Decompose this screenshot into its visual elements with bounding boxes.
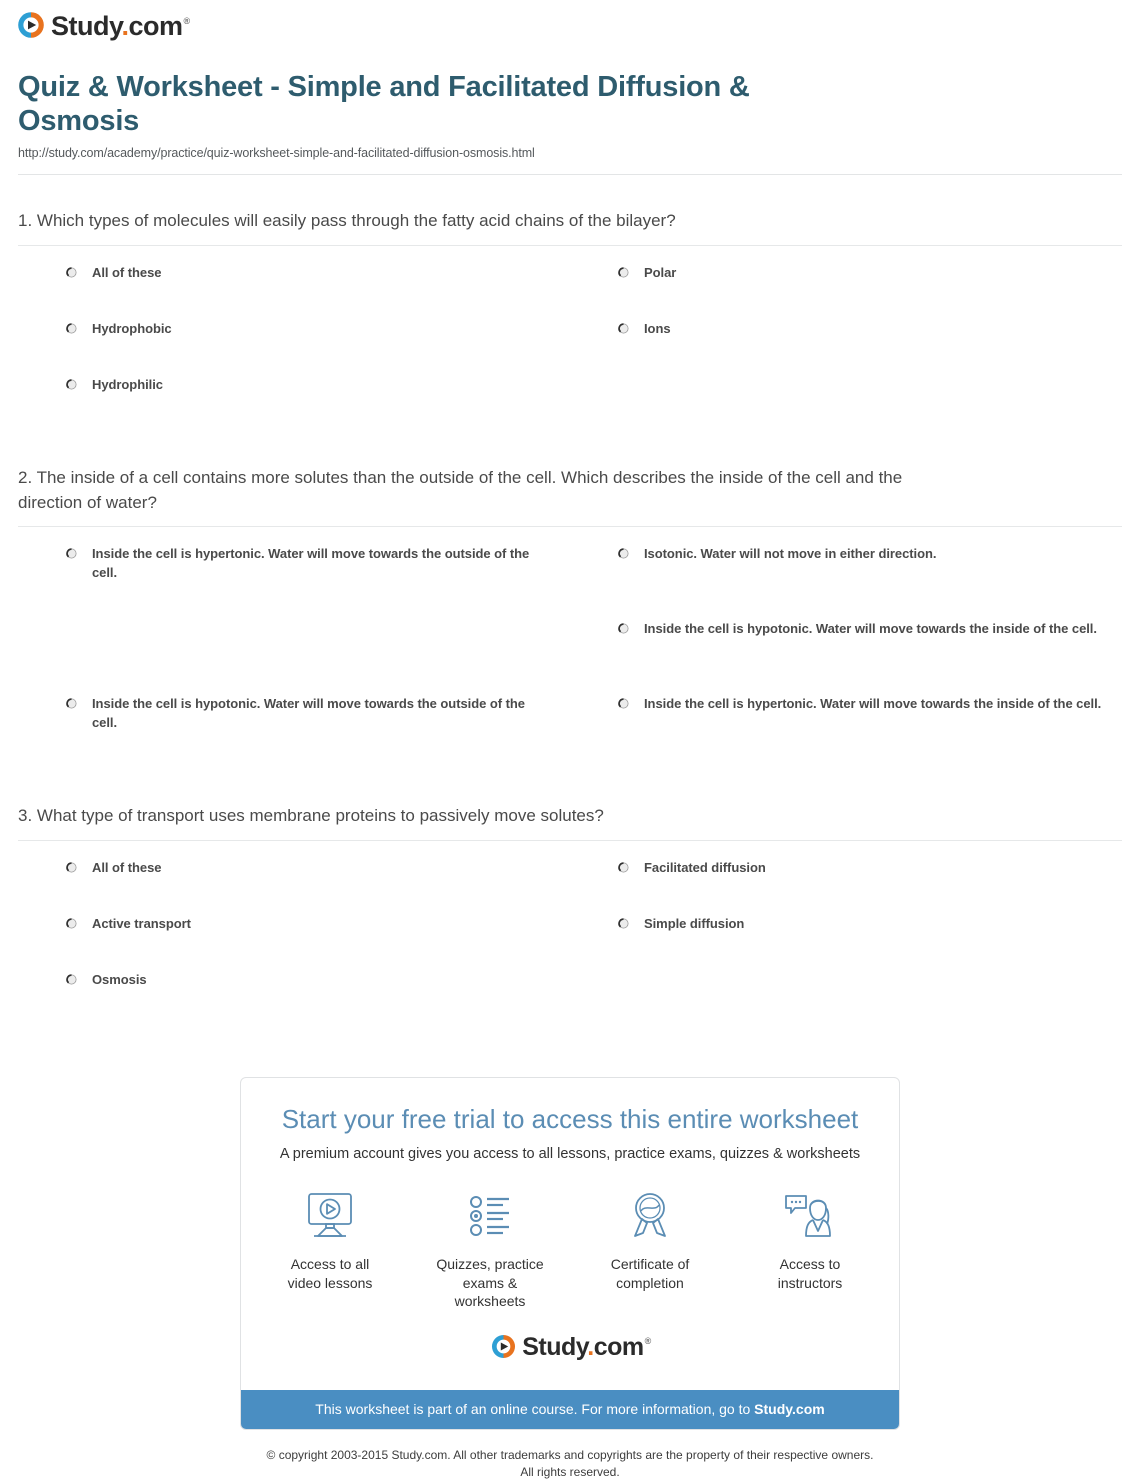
feature-caption-line1: Certificate of [610,1256,690,1273]
answer-option[interactable] [66,376,552,432]
radio-button-icon[interactable] [618,267,629,278]
answers-3 [18,841,1122,1027]
feature-video-lessons [271,1188,389,1310]
award-ribbon-icon [591,1188,709,1244]
answer-label: Inside the cell is hypertonic. Water will move towards the outside of the cell. [92,546,530,581]
feature-caption-line2: exams & worksheets [454,1274,526,1310]
radio-button-icon[interactable] [66,918,77,929]
answer-label: Polar [644,265,677,281]
trademark-symbol: ® [183,15,190,26]
page-title: Quiz & Worksheet - Simple and Facilitated Diffusion & Osmosis [18,71,750,138]
radio-button-icon[interactable] [618,918,629,929]
feature-instructors [751,1188,869,1310]
study-com-logo[interactable] [16,10,189,40]
answers-2 [18,527,1122,770]
promo-bar-link[interactable]: Study.com [754,1400,825,1417]
promo-logo [261,1317,879,1380]
radio-button-icon[interactable] [618,698,629,709]
answer-label: Hydrophilic [92,377,163,393]
radio-button-icon[interactable] [66,548,77,559]
logo-word-dot: . [121,10,129,41]
answer-option[interactable] [618,620,1112,695]
logo-word-dot: . [587,1332,594,1361]
radio-button-icon[interactable] [66,323,77,334]
question-text-2: 2. The inside of a cell contains more solutes than the outside of the cell. Which describes the inside of the cell and the direction of water? [18,468,903,512]
radio-button-icon[interactable] [66,698,77,709]
questions-list [0,175,1140,1027]
feature-caption-line1: Quizzes, practice [436,1256,544,1273]
answer-option[interactable] [66,695,552,770]
answer-label: All of these [92,860,162,875]
copyright-line-1: © copyright 2003-2015 Study.com. All other trademarks and copyrights are the property of their respective owners. [266,1447,874,1462]
promo-title: Start your free trial to access this entire worksheet [281,1104,859,1134]
question-text-3: 3. What type of transport uses membrane proteins to passively move solutes? [18,806,604,826]
logo-wordmark [51,10,190,41]
play-circle-icon [16,10,46,40]
answer-label: Inside the cell is hypotonic. Water will move towards the outside of the cell. [92,696,525,731]
answers-column-right-3 [570,859,1122,1027]
feature-caption-line1: Access to [779,1256,841,1273]
promo-card-body [241,1078,899,1390]
promo-section [0,1027,1140,1430]
monitor-play-icon [271,1188,389,1244]
answer-option[interactable] [618,545,1112,620]
answers-column-left-3 [18,859,570,1027]
promo-features [261,1162,879,1316]
radio-button-icon[interactable] [618,862,629,873]
answer-label: Ions [644,321,671,337]
header-logo-bar [0,0,1140,46]
feature-caption-line2: instructors [777,1274,843,1291]
logo-word-com: com [128,10,183,41]
answers-1 [18,246,1122,432]
copyright-line-2: All rights reserved. [520,1464,620,1479]
feature-caption-line1: Access to all [290,1256,370,1273]
title-block [0,46,1140,175]
feature-caption [591,1255,709,1292]
feature-caption-line2: completion [616,1274,684,1291]
answer-option[interactable] [66,320,552,376]
radio-button-icon[interactable] [66,974,77,985]
answer-option[interactable] [66,264,552,320]
promo-bar-text: This worksheet is part of an online course. For more information, go to [315,1400,755,1417]
copyright-footer [0,1430,1140,1481]
answer-option[interactable] [66,545,552,620]
answer-label: Active transport [92,916,191,931]
instructor-chat-icon [751,1188,869,1244]
answers-column-left-2 [18,545,570,770]
answer-option[interactable] [66,859,552,915]
answer-option[interactable] [618,264,1112,320]
answers-column-right-2 [570,545,1122,770]
answer-option[interactable] [618,915,1112,971]
radio-button-icon[interactable] [66,267,77,278]
logo-word-com: com [593,1332,644,1361]
question-block-2 [18,432,1122,770]
answers-column-right-1 [570,264,1122,432]
radio-button-icon[interactable] [618,323,629,334]
logo-word-study: Study [51,10,122,41]
promo-bottom-bar[interactable] [241,1390,899,1429]
answer-label: Osmosis [92,972,147,987]
question-block-1 [18,175,1122,432]
answer-label: Hydrophobic [92,321,172,337]
answer-label: Isotonic. Water will not move in either direction. [644,546,937,562]
answer-label: Inside the cell is hypotonic. Water will move towards the inside of the cell. [644,621,1097,637]
logo-wordmark [522,1332,651,1361]
question-text-1: 1. Which types of molecules will easily pass through the fatty acid chains of the bilayer? [18,211,676,231]
study-com-logo-promo[interactable] [490,1333,650,1360]
worksheet-url: http://study.com/academy/practice/quiz-worksheet-simple-and-facilitated-diffusion-osmosis.html [18,146,535,161]
promo-subtitle: A premium account gives you access to all lessons, practice exams, quizzes & worksheets [279,1146,861,1163]
radio-button-icon[interactable] [618,623,629,634]
feature-caption-line2: video lessons [287,1274,373,1291]
feature-quizzes [431,1188,549,1310]
free-trial-card [240,1077,900,1430]
feature-caption [751,1255,869,1292]
logo-word-study: Study [522,1332,588,1361]
radio-button-icon[interactable] [618,548,629,559]
feature-certificate [591,1188,709,1310]
answer-label: Simple diffusion [644,916,745,931]
answer-option[interactable] [66,915,552,971]
question-block-3 [18,770,1122,1027]
answers-column-left-1 [18,264,570,432]
answer-option[interactable] [618,695,1112,770]
radio-button-icon[interactable] [66,862,77,873]
feature-caption [271,1255,389,1292]
answer-label: Facilitated diffusion [644,860,766,875]
radio-button-icon[interactable] [66,379,77,390]
answer-label: Inside the cell is hypertonic. Water will move towards the inside of the cell. [644,696,1102,712]
answer-label: All of these [92,265,162,281]
answer-option[interactable] [66,971,552,1027]
trademark-symbol: ® [644,1335,651,1346]
checklist-icon [431,1188,549,1244]
feature-caption [431,1255,549,1310]
answer-option[interactable] [618,859,1112,915]
play-circle-icon [490,1333,517,1360]
answer-option[interactable] [618,320,1112,376]
